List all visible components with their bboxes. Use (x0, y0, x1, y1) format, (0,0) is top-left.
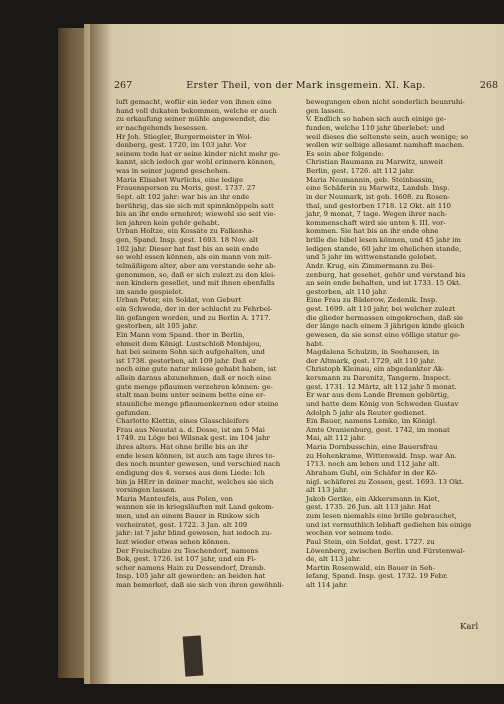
text-line: kersmann zu Darenitz, Tangerm. Inspect. (306, 374, 451, 382)
text-line: Insp. 105 jahr alt geworden: an beiden hat (116, 572, 266, 581)
text-line: zum lesen niemahls eine brille gebrauchet, (306, 512, 457, 520)
text-line: wannen sie in kriegsläuften mit Land gekom- (116, 503, 274, 512)
text-line: gest. 1735. 26 Jun. alt 113 jahr. Hat (306, 503, 432, 512)
text-line: vorsingen lassen. (116, 486, 177, 495)
text-line: der länge nach einem 3 jährigen kinde gleich (306, 322, 465, 331)
text-line: ihres alters. Hat ohne brille bis an ihr (116, 443, 249, 451)
text-line: Ein Mann vom Spand. thor in Berlin, (116, 330, 245, 339)
text-line: jahr, 9 monat, 7 tage. Wegen ihrer nach- (306, 210, 448, 219)
text-line: bewegungen eben nicht sonderlich beunruhi- (306, 98, 465, 106)
text-line: wollen wir selbige allesamt namhaft machen. (306, 141, 465, 150)
text-line: gestorben, alt 105 jahr. (116, 322, 198, 331)
text-line: V. Endlich so haben sich auch einige ge- (306, 115, 447, 124)
text-line: kommen. Sie hat bis an ihr ende ohne (306, 227, 439, 236)
text-line: gefunden. (116, 408, 152, 417)
text-line: alt 113 jahr. (306, 486, 349, 495)
text-line: ende lesen können, ist auch am tage ihres to- (116, 451, 275, 460)
text-line: noch eine gute natur müsse gehabt haben, ist (116, 365, 277, 374)
text-line: Hr Joh. Stiegler, Burgermeister in Wol- (116, 132, 252, 141)
text-line: zu erkaufung seiner mühle angewendet, die (116, 115, 270, 124)
text-line: an sein ende behalten, und ist 1733. 15 Okt. (306, 279, 462, 288)
text-line: Christian Baumann zu Marwitz, unweit (306, 158, 444, 167)
text-line: Jakob Gerike, ein Akkersmann in Kiet, (306, 494, 440, 503)
text-line: de, alt 113 jahr. (306, 555, 361, 564)
text-line: men, und an einem Bauer in Rinkow sich (116, 512, 260, 520)
text-line: stalt man beim unter seinem bette eine er- (116, 391, 266, 400)
text-line: gewesen, da sie sonst eine völlige statur ge- (306, 330, 461, 339)
text-line: Magdalena Schulzin, in Seehausen, in (306, 348, 440, 357)
left-page-number: 267 (114, 80, 133, 91)
text-line: im sande gespielet. (116, 287, 184, 296)
text-line: weil dieses die seltenste sein, auch wenige; so (306, 132, 469, 141)
text-line: er nachgehends besessen. (116, 123, 208, 132)
text-line: wochen vor seinem tode. (306, 529, 394, 538)
text-line: gen lassen. (306, 106, 346, 115)
text-line: hand voll dukaten bekommen, welche er auch (116, 106, 277, 115)
text-line: Martin Rosenwald, ein Bauer in Seh- (306, 563, 435, 572)
text-line: man bemerket, daß sie sich von ihren gewöhnli- (116, 581, 285, 589)
text-line: staunliche menge pflaumenkernen oder steine (116, 399, 279, 408)
text-line: eine Schäferin zu Marwitz, Landsb. Insp. (306, 184, 450, 193)
text-line: lefang, Spand. Insp. gest. 1732. 19 Febr. (306, 572, 448, 581)
text-line: allein daraus abzunehmen, daß er noch eine (116, 374, 272, 382)
text-line: lezt wieder etwas sehen können. (116, 537, 231, 546)
text-line: habt. (306, 339, 324, 348)
text-line: Maria Elisabet Wurlichs, eine ledige (116, 175, 244, 184)
text-line: Eine Frau zu Bäderow, Zedenik. Insp. (306, 296, 438, 305)
text-line: funden, welche 110 jahr überlebet: und (306, 123, 445, 132)
text-line: was in seiner jugend geschehen. (116, 167, 231, 175)
catchword: Karl (460, 622, 479, 632)
text-line: gest. 1731. 12 Märtz, alt 112 jahr 5 monat. (306, 382, 457, 391)
text-line: thal, und gestorben 1718. 12 Okt. alt 110 (306, 201, 452, 210)
text-line: Abraham Guhl, ein Schäfer in der Kö- (306, 468, 438, 477)
text-line: Amte Oranienburg, gest. 1742, im monat (306, 425, 450, 434)
text-line: Mai, alt 112 jahr. (306, 434, 366, 443)
text-line: Ein Bauer, namens Lemke, im Königl. (306, 417, 438, 426)
text-line: Frau aus Neustat a. d. Dosse, ist am 5 Mai (116, 425, 265, 434)
text-line: Sept. alt 102 jahr: war bis an ihr ende (116, 192, 250, 201)
text-line: zu Hohenkrame, Wittenwald. Insp. war An. (306, 451, 457, 460)
text-line: Adolph 5 jahr als Reuter gedienet. (306, 408, 427, 417)
text-line: Christoph Kleinau, ein abgedankter Ak- (306, 365, 445, 374)
text-line: denberg, gest. 1720, im 103 jahr. Vor (116, 141, 247, 150)
text-line: bis an ihr ende ernehret; wiewohl sie seit vie- (116, 210, 276, 219)
text-line: Löwenberg, zwischen Berlin und Fürstenwal- (306, 546, 465, 555)
text-line: gestorben, alt 110 jahr. (306, 287, 388, 296)
text-line: Urban Holtze, ein Kossäte zu Falkenha- (116, 227, 255, 236)
text-line: in der Neumark, ist geb. 1608. zu Rosen- (306, 192, 450, 201)
bookmark-tab (183, 635, 204, 676)
text-line: gest. 1699. alt 110 jahr, bei welcher zulezt (306, 305, 455, 313)
text-line: so wohl essen können, als ein mann von mit- (116, 253, 272, 262)
text-line: ehmeit dem Königl. Lustschloß Monbijou, (116, 339, 262, 348)
text-line: verheiratet, gest. 1722. 3 Jan. alt 109 (116, 520, 248, 529)
text-line: und ist vermuthlich lebhaft gediehen bis einige (306, 520, 472, 529)
right-page-number: 268 (479, 80, 498, 91)
text-line: seinem tode hat er seine kinder nicht mehr ge- (116, 149, 281, 158)
text-line: der Altmark, gest. 1729, alt 110 jahr. (306, 356, 436, 365)
text-line: Maria Neumannin, geb. Steinbassin, (306, 175, 434, 184)
text-line: 102 jahr. Dieser hat fast bis an sein ende (116, 244, 260, 253)
text-line: die glieder hermassen eingekrochen, daß sie (306, 313, 464, 322)
text-line: luft gemacht, wofür ein ieder von ihnen eine (116, 98, 272, 106)
text-line: 1713. noch am leben und 112 jahr alt. (306, 460, 440, 469)
text-line: nen kindern gesellet, und mit ihnen ebenfalls (116, 279, 275, 288)
text-line: Paul Stein, ein Soldat, gest. 1727. zu (306, 537, 435, 546)
text-line: Bok, gest. 1726. ist 107 jahr, und ein Fi- (116, 555, 257, 564)
text-line: Der Freischulze zu Teschendorf, namens (116, 546, 259, 555)
text-line: und 5 jahr im wittwenstande gelebet. (306, 253, 437, 262)
text-line: Maria Manteufels, aus Polen, von (116, 494, 233, 503)
page-gutter-shadow (90, 24, 112, 684)
text-line: des noch munter gewesen, und verschied nach (116, 460, 281, 469)
text-line: Charlotte Klettin, eines Glasschleifers (116, 417, 249, 426)
text-line: lin gefangen worden, und zu Berlin A. 1717. (116, 313, 271, 322)
left-text-column (116, 98, 300, 590)
text-line: nigl. schäferei zu Zossen, gest. 1693. 13 Okt. (306, 477, 464, 486)
text-line: jahr: ist 7 jahr blind gewesen, hat iedoch zu- (116, 529, 272, 538)
text-line: Andr. Krug, ein Zimmermann zu Bei- (306, 261, 435, 270)
text-line: ist 1738. gestorben, alt 109 jahr. Daß er (116, 356, 257, 365)
text-line: 1749. zu Löge bei Wilsnak gest. im 104 jahr (116, 434, 270, 443)
text-line: alt 114 jahr. (306, 581, 349, 589)
page-header (114, 80, 498, 96)
text-line: scher namens Hain zu Dessendorf, Dramb. (116, 563, 266, 572)
text-line: brille die bibel lesen können, und 45 jahr im (306, 236, 461, 244)
text-line: genommen, so, daß er sich zulezt zu den klei- (116, 270, 276, 279)
text-line: kommenschaft wird sie unten §. III. vor- (306, 218, 446, 227)
text-line: gute menge pflaumen verzehren können: ge- (116, 382, 273, 391)
text-line: berührig, das sie sich mit spinnknöppeln satt (116, 201, 274, 210)
text-line: ledigen stande, 60 jahr im ehelichen stande, (306, 244, 462, 253)
text-line: Maria Dornbusschin, eine Bauersfrau (306, 443, 438, 451)
text-line: bin ja HErr in deiner macht, welches sie sich (116, 477, 274, 486)
text-line: Urban Peter, ein Soldat, von Geburt (116, 296, 242, 305)
text-line: hat bei seinem Sohn sich aufgehalten, und (116, 348, 265, 357)
text-line: zenburg, hat gesehet, gehör und verstand bis (306, 270, 466, 279)
text-line: Es sein aber folgende: (306, 149, 384, 158)
text-line: Berlin, gest. 1726. alt 112 jahr. (306, 167, 415, 175)
text-line: Frauensperson zu Moris, gest. 1737. 27 (116, 184, 256, 193)
text-line: kannt, sich iedoch gar wohl erinnern können, (116, 158, 276, 167)
right-text-column (306, 98, 496, 590)
text-line: len jahren kein gehör gehabt. (116, 218, 220, 227)
text-line: Er war aus dem Lande Bremen gebürtig, (306, 391, 450, 400)
text-line: ein Schwede, der in der schlacht zu Fehrbel- (116, 305, 273, 313)
text-line: endigung des 4. verses aus dem Liede: Ich (116, 468, 265, 477)
running-title: Erster Theil, von der Mark insgemein. XI. Kap. (186, 80, 426, 91)
text-line: und hatte dem König von Schweden Gustav (306, 399, 459, 408)
text-line: gen, Spand. Insp. gest. 1693. 18 Nov. alt (116, 236, 259, 244)
text-line: telmäßigem alter, aber am verstande sehr ab- (116, 261, 276, 270)
